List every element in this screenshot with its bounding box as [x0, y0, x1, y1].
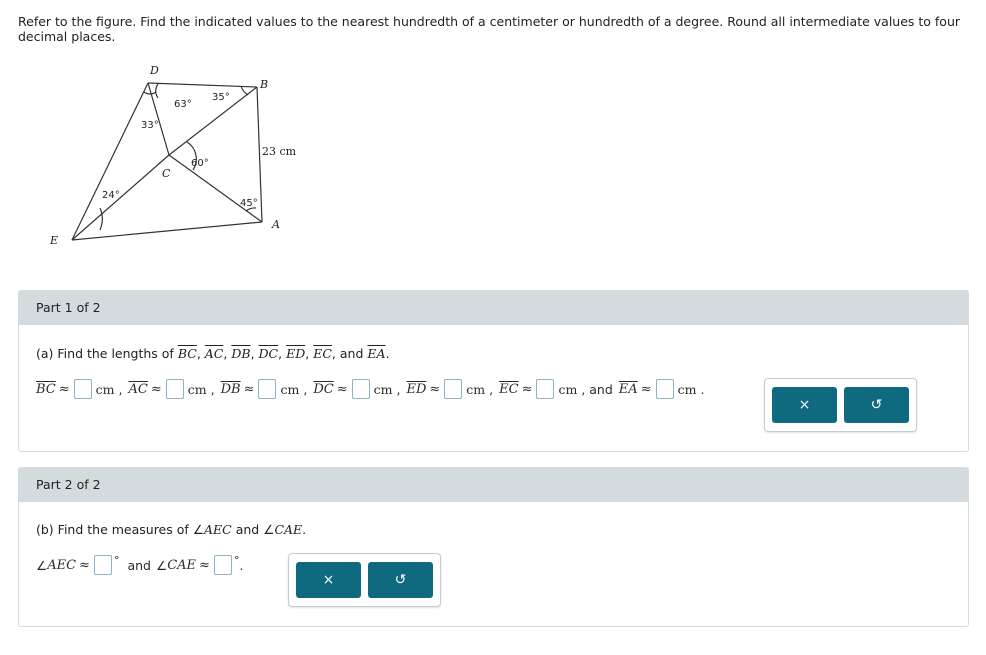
point-E-label: E [50, 234, 59, 247]
part1-question [36, 346, 390, 361]
angle-33-label: 33° [141, 120, 159, 131]
angle-cae-label: CAE [274, 522, 303, 537]
answer-sep: , [118, 381, 123, 397]
part1-header: Part 1 of 2 [19, 291, 968, 325]
answer-sep: , [489, 381, 494, 397]
segment-EC [72, 155, 169, 240]
point-C-label: C [162, 167, 171, 180]
ea-label: $\overline{EA}$ [618, 381, 638, 397]
sep: , [223, 346, 228, 361]
segment-CA [169, 155, 262, 222]
angle-symbol: ∠ [192, 522, 204, 537]
part2-clear-button[interactable] [296, 562, 361, 598]
part2-question-prefix: (b) Find the measures of [36, 522, 189, 537]
sep: , [250, 346, 255, 361]
close-icon: × [798, 397, 811, 413]
arc-b35 [241, 86, 248, 95]
length-23cm-label: 23 cm [262, 145, 297, 158]
part1-question-prefix: (a) Find the lengths of [36, 346, 174, 361]
point-A-label: A [272, 218, 280, 231]
seg-dc-label: $\overline{DC}$ [258, 346, 279, 361]
degree-sign: ° [233, 553, 240, 567]
unit-cm: cm [280, 381, 300, 397]
seg-ac-label: $\overline{AC}$ [204, 346, 224, 361]
part2-question [36, 522, 306, 537]
ac-label: $\overline{AC}$ [128, 381, 148, 397]
ea-input[interactable] [656, 379, 674, 399]
part1-undo-button[interactable] [844, 387, 909, 423]
seg-ed-label: $\overline{ED}$ [286, 346, 306, 361]
approx-sign: ≈ [58, 381, 70, 397]
angle-symbol: ∠ [263, 522, 275, 537]
answer-sep: , and [581, 381, 613, 397]
dc-input[interactable] [352, 379, 370, 399]
answer-sep: , [303, 381, 308, 397]
and-text: and [127, 557, 151, 573]
unit-cm: cm [466, 381, 486, 397]
part2-answer-row [36, 555, 243, 575]
problem-prompt: Refer to the figure. Find the indicated values to the nearest hundredth of a centimeter or hundredth of a degree. Round all intermediate values to four decimal places. [18, 14, 961, 44]
angle-symbol: ∠ [155, 557, 168, 573]
degree-sign: ° [113, 553, 120, 567]
unit-cm: cm [677, 381, 697, 397]
angle-24-label: 24° [102, 190, 120, 201]
bc-input[interactable] [74, 379, 92, 399]
angle-aec-label: AEC [204, 522, 232, 537]
cae-input[interactable] [214, 555, 232, 575]
arc-e24 [100, 208, 102, 230]
sep: , [196, 346, 201, 361]
db-label: $\overline{DB}$ [220, 381, 241, 397]
seg-ea-label: $\overline{EA}$ [367, 346, 386, 361]
bc-label: $\overline{BC}$ [36, 381, 56, 397]
seg-ec-label: $\overline{EC}$ [313, 346, 332, 361]
and-text: and [235, 522, 260, 537]
close-icon: × [322, 572, 335, 588]
ec-input[interactable] [536, 379, 554, 399]
part2-undo-button[interactable] [368, 562, 433, 598]
part1-clear-button[interactable] [772, 387, 837, 423]
answer-sep: , [210, 381, 215, 397]
part1-answer-row [36, 379, 710, 399]
end: . [239, 557, 244, 573]
answer-sep: . [700, 381, 705, 397]
undo-icon: ↺ [394, 572, 407, 588]
segment-AE [72, 222, 262, 240]
arc-d33 [144, 92, 156, 94]
cae-label: CAE [167, 557, 197, 573]
angle-symbol: ∠ [36, 557, 48, 573]
ec-label: $\overline{EC}$ [499, 381, 519, 397]
geometry-figure [40, 58, 340, 258]
aec-input[interactable] [94, 555, 112, 575]
approx-sign: ≈ [521, 381, 533, 397]
sep: , [331, 346, 336, 361]
sep: , [278, 346, 283, 361]
approx-sign: ≈ [429, 381, 441, 397]
point-B-label: B [260, 78, 269, 91]
segment-ED [72, 83, 148, 240]
unit-cm: cm [558, 381, 578, 397]
arc-d63 [156, 84, 158, 98]
approx-sign: ≈ [640, 381, 652, 397]
answer-sep: , [396, 381, 401, 397]
part1-button-group [764, 378, 917, 432]
unit-cm: cm [95, 381, 115, 397]
dc-label: $\overline{DC}$ [313, 381, 334, 397]
and-text: and [339, 346, 364, 361]
end: . [302, 522, 307, 537]
db-input[interactable] [258, 379, 276, 399]
seg-db-label: $\overline{DB}$ [231, 346, 251, 361]
unit-cm: cm [373, 381, 393, 397]
approx-sign: ≈ [199, 557, 210, 573]
angle-60-label: 60° [191, 158, 209, 169]
approx-sign: ≈ [336, 381, 348, 397]
angle-45-label: 45° [240, 198, 258, 209]
part2-panel [18, 467, 969, 627]
approx-sign: ≈ [79, 557, 90, 573]
ed-input[interactable] [444, 379, 462, 399]
part1-panel [18, 290, 969, 452]
ed-label: $\overline{ED}$ [406, 381, 427, 397]
ac-input[interactable] [166, 379, 184, 399]
seg-bc-label: $\overline{BC}$ [177, 346, 197, 361]
point-D-label: D [150, 64, 159, 77]
undo-icon: ↺ [870, 397, 883, 413]
angle-63-label: 63° [174, 99, 192, 110]
part2-button-group [288, 553, 441, 607]
part2-header: Part 2 of 2 [19, 468, 968, 502]
aec-label: AEC [47, 557, 77, 573]
unit-cm: cm [187, 381, 207, 397]
angle-35-label: 35° [212, 92, 230, 103]
approx-sign: ≈ [243, 381, 255, 397]
end: . [385, 346, 390, 361]
sep: , [305, 346, 310, 361]
approx-sign: ≈ [150, 381, 162, 397]
